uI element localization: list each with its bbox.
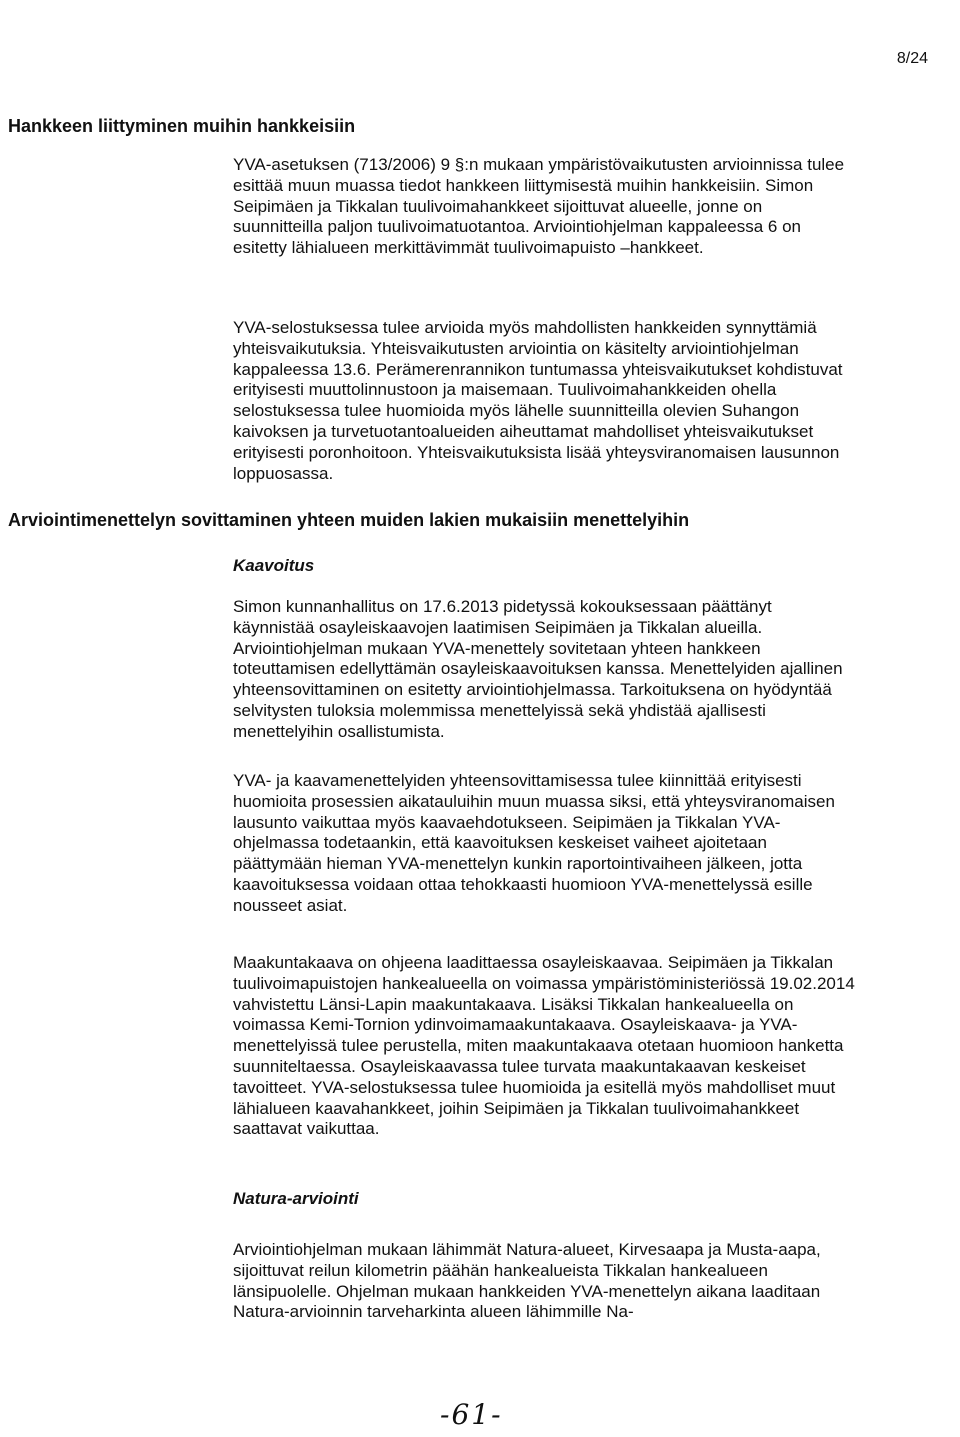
page-number: 8/24 — [896, 50, 928, 67]
section-heading-procedure-coordination: Arviointimenettelyn sovittaminen yhteen muiden lakien mukaisiin menettelyihin — [8, 510, 690, 530]
handwritten-page-mark: -61- — [440, 1398, 503, 1431]
section-heading-related-projects: Hankkeen liittyminen muihin hankkeisiin — [8, 116, 356, 136]
subheading-natura-assessment: Natura-arviointi — [233, 1189, 359, 1208]
paragraph-related-projects-1: YVA-asetuksen (713/2006) 9 §:n mukaan ympäristövaikutusten arvioinnissa tulee esittää muun muassa tiedot hankkeen liittymisestä muihin hankkeisiin. Simon Seipimäen ja Tikkalan tuulivoimahankkeet sijoittuvat alueelle, jonne on suunnitteilla paljon tuulivoimatuotantoa. Arviointiohjelman kappaleessa 6 on esitetty lähialueen merkittävimmät tuulivoimapuisto –hankkeet. — [233, 155, 845, 258]
paragraph-natura-1: Arviointiohjelman mukaan lähimmät Natura-alueet, Kirvesaapa ja Musta-aapa, sijoittuvat reilun kilometrin päähän hankealueista Tikkalan hankealueen länsipuolelle. Ohjelman mukaan hankkeiden YVA-menettelyn aikana laaditaan Natura-arvioinnin tarveharkinta alueen lähimmille Na- — [233, 1240, 821, 1322]
paragraph-zoning-1: Simon kunnanhallitus on 17.6.2013 pidetyssä kokouksessaan päättänyt käynnistää osayleiskaavojen laatimisen Seipimäen ja Tikkalan alueilla. Arviointiohjelman mukaan YVA-menettely sovitetaan yhteen hankkeen toteuttamisen edellyttämän osayleiskaavoituksen kanssa. Menettelyiden ajallinen yhteensovittaminen on esitetty arviointiohjelmassa. Tarkoituksena on hyödyntää selvitysten tuloksia molemmissa menettelyissä sekä yhdistää ajallisesti menettelyihin osallistumista. — [233, 597, 843, 741]
paragraph-zoning-2: YVA- ja kaavamenettelyiden yhteensovittamisessa tulee kiinnittää erityisesti huomioita prosessien aikatauluihin muun muassa siksi, että yhteysviranomaisen lausunto vaikuttaa myös kaavaehdotukseen. Seipimäen ja Tikkalan YVA-ohjelmassa todetaankin, että kaavoituksen keskeiset vaiheet ajoitetaan päättymään hieman YVA-menettelyn kunkin raportointivaiheen jälkeen, jotta kaavoituksessa voidaan ottaa tehokkaasti huomioon YVA-menettelyssä esille nousseet asiat. — [233, 771, 835, 915]
paragraph-related-projects-2: YVA-selostuksessa tulee arvioida myös mahdollisten hankkeiden synnyttämiä yhteisvaikutuksia. Yhteisvaikutusten arviointia on käsitelty arviointiohjelman kappaleessa 13.6. Perämerenrannikon tuntumassa yhteisvaikutukset kohdistuvat erityisesti muuttolinnustoon ja maisemaan. Tuulivoimahankkeiden ohella selostuksessa tulee huomioida myös lähelle suunnitteilla olevien Suhangon kaivoksen ja turvetuotantoalueiden aiheuttamat mahdolliset yhteisvaikutukset erityisesti poronhoitoon. Yhteisvaikutuksista lisää yhteysviranomaisen lausunnon loppuosassa. — [233, 318, 843, 483]
subheading-zoning: Kaavoitus — [233, 556, 315, 575]
paragraph-zoning-3: Maakuntakaava on ohjeena laadittaessa osayleiskaavaa. Seipimäen ja Tikkalan tuulivoimapuistojen hankealueella on voimassa ympäristöministeriössä 19.02.2014 vahvistettu Länsi-Lapin maakuntakaava. Lisäksi Tikkalan hankealueella on voimassa Kemi-Tornion ydinvoimamaakuntakaava. Osayleiskaava- ja YVA-menettelyissä tulee perustella, miten maakuntakaava otetaan huomioon hanketta suunniteltaessa. Osayleiskaavassa tulee turvata maakuntakaavan keskeiset tavoitteet. YVA-selostuksessa tulee huomioida ja esitellä myös mahdolliset muut lähialueen kaavahankkeet, joihin Seipimäen ja Tikkalan tuulivoimahankkeet saattavat vaikuttaa. — [233, 953, 855, 1139]
